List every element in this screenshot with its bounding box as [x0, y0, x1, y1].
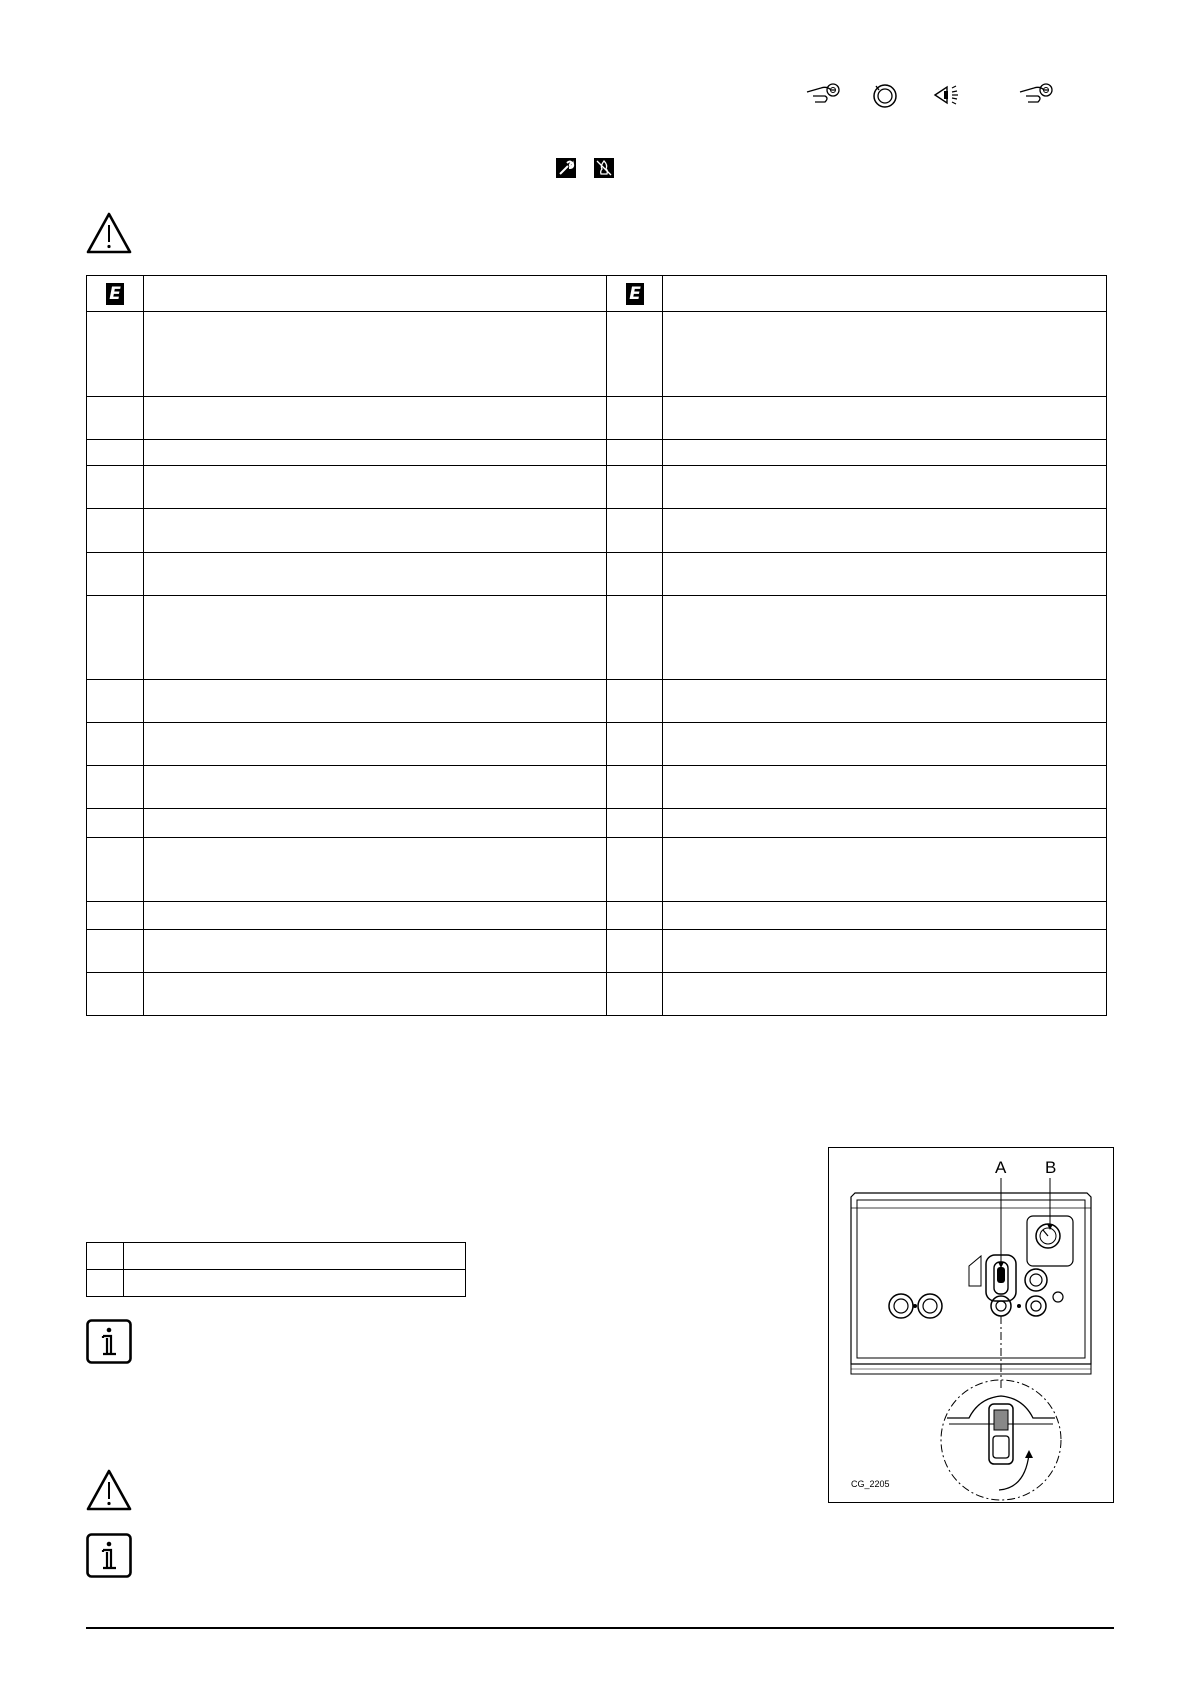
boiler-diagram-figure	[828, 1147, 1114, 1503]
warning-triangle-icon	[86, 212, 132, 259]
table-cell	[607, 276, 663, 312]
table-row	[87, 1243, 466, 1270]
info-icon	[86, 1533, 132, 1583]
table-row	[87, 809, 1107, 838]
table-row	[87, 440, 1107, 466]
table-cell	[144, 276, 607, 312]
warning-triangle-icon	[86, 1469, 132, 1516]
table-cell	[663, 276, 1107, 312]
rotate-knob-icon	[870, 82, 900, 115]
legend-table	[86, 1242, 466, 1297]
table-row	[87, 973, 1107, 1016]
table-row	[87, 397, 1107, 440]
table-row	[87, 466, 1107, 509]
flashing-light-icon	[933, 82, 967, 113]
error-badge: E	[626, 283, 644, 305]
table-row	[87, 509, 1107, 553]
figure-label-a: A	[995, 1158, 1007, 1177]
table-row	[87, 723, 1107, 766]
error-badge: E	[106, 283, 124, 305]
table-row	[87, 902, 1107, 930]
error-code-table	[86, 275, 1107, 1016]
table-row	[87, 553, 1107, 596]
press-button-icon	[1018, 80, 1056, 113]
table-cell	[87, 276, 144, 312]
table-row	[87, 312, 1107, 397]
table-row	[87, 766, 1107, 809]
table-row	[87, 930, 1107, 973]
info-icon	[86, 1319, 132, 1369]
figure-label-b: B	[1045, 1158, 1057, 1177]
figure-caption: CG_2205	[851, 1479, 890, 1489]
boiler-drawing	[829, 1148, 1113, 1502]
press-button-icon	[805, 80, 843, 113]
burner-alert-icon	[594, 158, 614, 183]
table-row	[87, 596, 1107, 680]
table-row	[87, 680, 1107, 723]
table-row	[87, 838, 1107, 902]
table-header-row	[87, 276, 1107, 312]
wrench-icon	[556, 158, 576, 183]
footer-rule	[86, 1627, 1114, 1629]
table-row	[87, 1270, 466, 1297]
